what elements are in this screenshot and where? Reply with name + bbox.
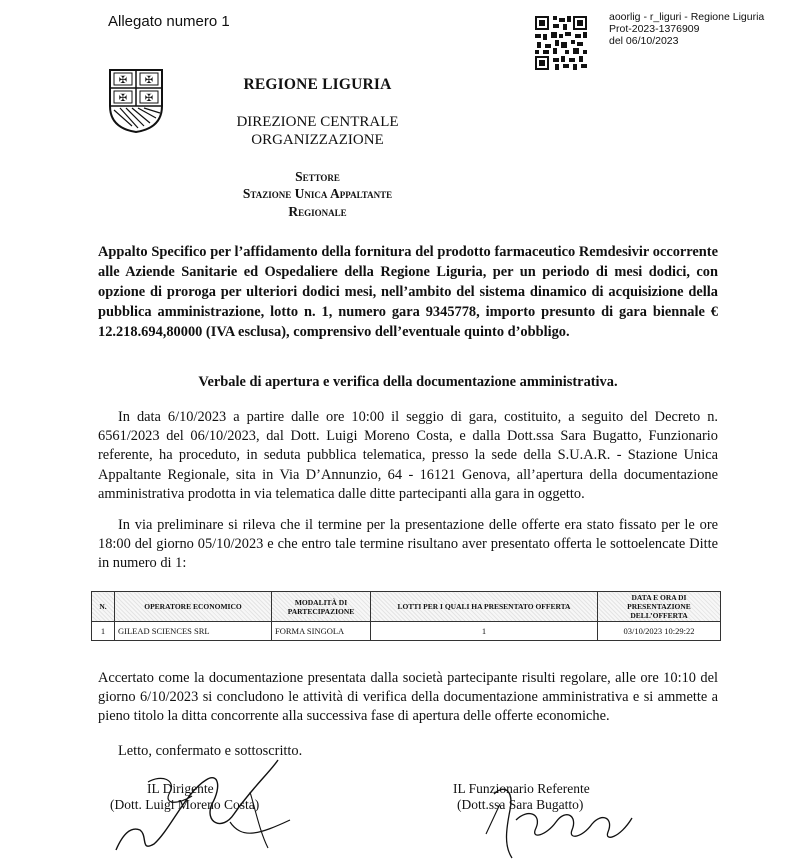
svg-text:✠: ✠	[144, 93, 154, 104]
protocol-line: Prot-2023-1376909	[609, 23, 700, 35]
direction-line: ORGANIZZAZIONE	[251, 132, 384, 148]
table-header-cell: DATA E ORA DI PRESENTAZIONE DELL’OFFERTA	[598, 592, 721, 622]
table-header-cell: MODALITÀ DI PARTECIPAZIONE	[272, 592, 371, 622]
bidders-table	[91, 591, 721, 641]
signatory-left-name: (Dott. Luigi Moreno Costa)	[110, 797, 260, 812]
table-cell-datetime: 03/10/2023 10:29:22	[598, 622, 721, 641]
paragraph-opening: In data 6/10/2023 a partire dalle ore 10:00 il seggio di gara, costituito, a seguito del Decreto n. 6561/2023 del 06/10/2023, dal Dott. Luigi Moreno Costa, e dalla Dott.ssa Sara Bugatto, Funzionario referente, ha proceduto, in seduta pubblica telematica, presso la sede della S.U.A.R. - Stazione Unica Appaltante Regionale, sita in Via D’Annunzio, 64 - 16121 Genova, all’apertura della documentazione amministrativa prodotta in via telematica dalle ditte partecipanti alla gara in oggetto.	[98, 409, 718, 502]
direction-line: DIREZIONE CENTRALE	[236, 114, 399, 130]
qr-code-icon	[535, 16, 587, 70]
signatory-right-name: (Dott.ssa Sara Bugatto)	[457, 797, 584, 812]
table-row	[92, 622, 721, 641]
table-cell-lots: 1	[371, 622, 598, 641]
table-header-cell: LOTTI PER I QUALI HA PRESENTATO OFFERTA	[371, 592, 598, 622]
svg-text:✠: ✠	[118, 93, 128, 104]
document-title: Verbale di apertura e verifica della documentazione amministrativa.	[198, 374, 618, 390]
paragraph-conclusion: Accertato come la documentazione presentata dalla società partecipante risulti regolare, alle ore 10:10 del giorno 6/10/2023 si concludono le attività di verifica della documentazione amministrativa e si ammette a pieno titolo la ditta concorrente alla successiva fase di apertura delle offerte economiche.	[98, 670, 718, 725]
table-cell-modality: FORMA SINGOLA	[272, 622, 371, 641]
region-name: REGIONE LIGURIA	[243, 76, 392, 93]
svg-text:✠: ✠	[144, 75, 154, 86]
svg-text:✠: ✠	[118, 75, 128, 86]
handwritten-signature-left	[110, 752, 300, 860]
signatory-left-role: IL Dirigente	[147, 781, 214, 796]
table-cell-operator: GILEAD SCIENCES SRL	[115, 622, 272, 641]
table-header-row	[92, 592, 721, 622]
region-coat-of-arms-icon	[108, 68, 164, 134]
attachment-label: Allegato numero 1	[108, 13, 230, 30]
protocol-line: del 06/10/2023	[609, 35, 679, 47]
sector-line: Stazione Unica Appaltante	[242, 186, 393, 201]
handwritten-signature-right	[480, 774, 640, 864]
sector-line: Settore	[295, 169, 340, 184]
closing-formula: Letto, confermato e sottoscritto.	[118, 743, 303, 759]
paragraph-deadline: In via preliminare si rileva che il termine per la presentazione delle offerte era stato fissato per le ore 18:00 del giorno 05/10/2023 e che entro tale termine risultano aver presentato offerta le sottoelencate Ditte in numero di 1:	[98, 517, 718, 572]
table-header-cell: N.	[92, 592, 115, 622]
table-cell-number: 1	[92, 622, 115, 641]
protocol-stamp	[609, 11, 764, 47]
sector-line: Regionale	[288, 204, 347, 219]
protocol-line: aoorlig - r_liguri - Regione Liguria	[609, 11, 765, 23]
signatory-right-role: IL Funzionario Referente	[453, 781, 590, 796]
table-header-cell: OPERATORE ECONOMICO	[115, 592, 272, 622]
tender-subject: Appalto Specifico per l’affidamento della fornitura del prodotto farmaceutico Remdesivir occorrente alle Aziende Sanitarie ed Ospedaliere della Regione Liguria, per un periodo di mesi dodici, con opzione di proroga per ulteriori dodici mesi, nell’ambito del sistema dinamico di acquisizione della pubblica amministrazione, lotto n. 1, numero gara 9345778, importo presunto di gara biennale € 12.218.694,80000 (IVA esclusa), comprensivo dell’eventuale quinto d’obbligo.	[98, 244, 718, 340]
